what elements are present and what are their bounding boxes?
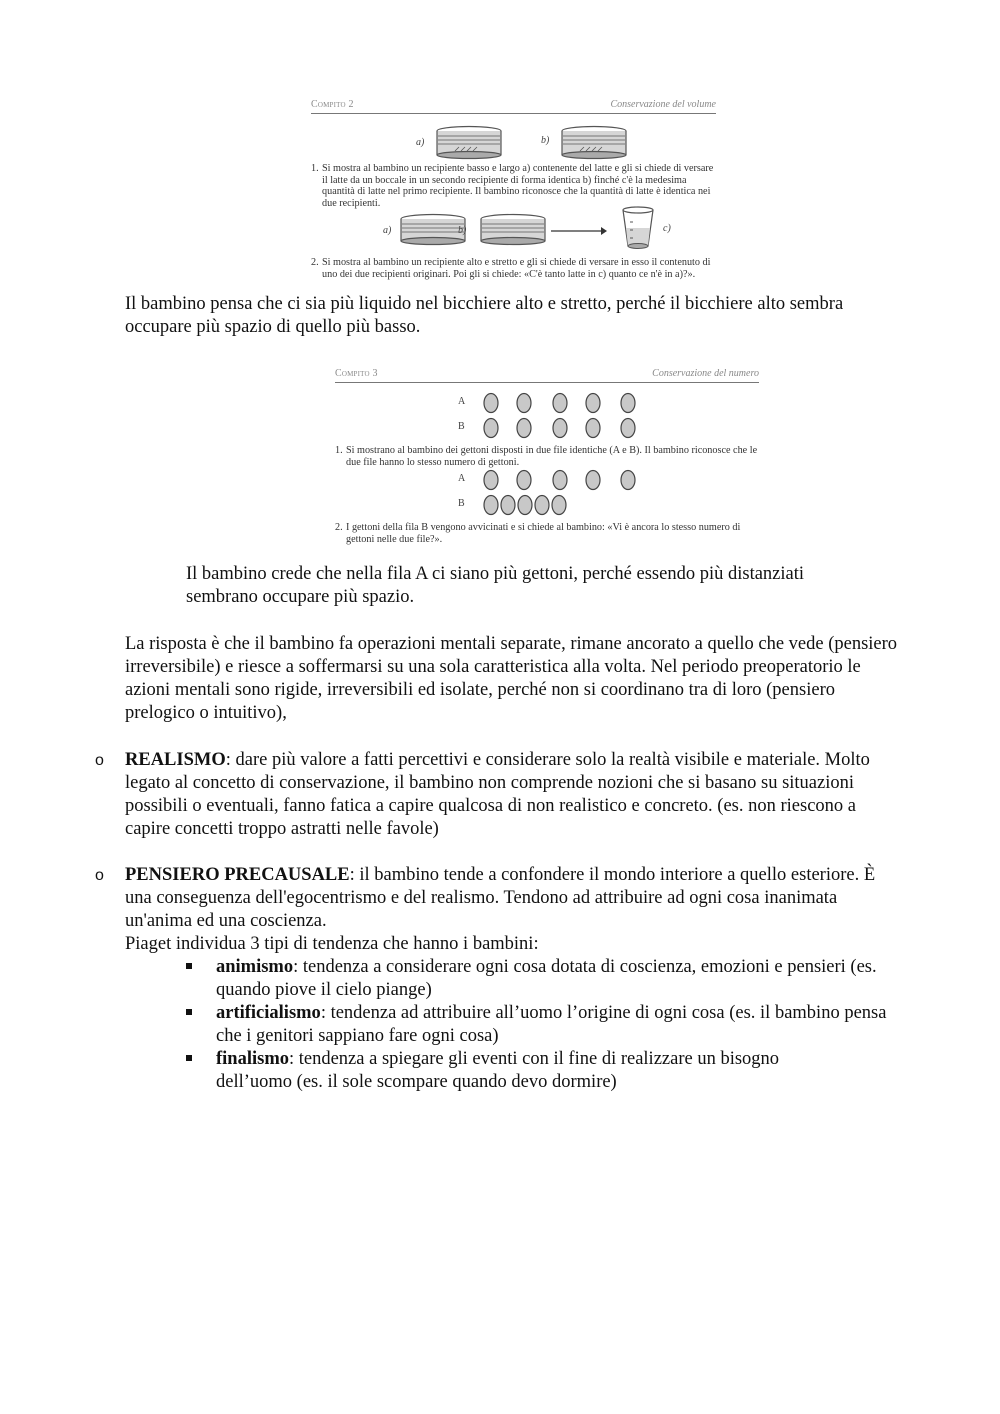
subitem-finalismo	[216, 1048, 836, 1094]
list-marker-o: o	[95, 752, 104, 769]
tokens-row-a	[483, 392, 643, 414]
row-label-a: A	[458, 396, 466, 407]
subitem-term: animismo	[216, 957, 294, 977]
realismo-text: : dare più valore a fatti percettivi e considerare solo la realtà visibile e materiale. Molto legato al concetto di conservazione, il bambino non comprende nozioni che si basano su situazioni possibili o eventuali, fanno fatica a capire qualcosa di non realistico e concreto. (es. non riescono a capire concetti troppo astratti nelle favole)	[125, 750, 870, 839]
paragraph-number-explanation: Il bambino crede che nella fila A ci siano più gettoni, perché essendo più distanziati sembrano occupare più spazio.	[186, 564, 805, 607]
container-a-illustration	[399, 213, 467, 245]
step-text: Si mostra al bambino un recipiente basso e largo a) contenente del latte e gli si chiede di versare il latte da un boccale in un secondo recipiente di forma identica b) finché c'è la medesima quantità di latte nel primo recipiente. Il bambino riconosce che la quantità di latte è identica nei due recipienti.	[322, 163, 714, 209]
step-number: 2.	[335, 522, 343, 533]
figure-step-1	[311, 163, 715, 209]
step-number: 1.	[335, 445, 343, 456]
container-b-illustration	[479, 213, 547, 245]
step-text: Si mostrano al bambino dei gettoni disposti in due file identiche (A e B). Il bambino riconosce che le due file hanno lo stesso numero di gettoni.	[346, 445, 758, 468]
subitem-term: artificialismo	[216, 1003, 321, 1023]
square-bullet-icon	[186, 963, 192, 969]
realismo-item	[125, 749, 900, 841]
figure-header-right: Conservazione del volume	[610, 99, 716, 110]
row-label-a: A	[458, 473, 466, 484]
paragraph-volume-explanation: Il bambino pensa che ci sia più liquido nel bicchiere alto e stretto, perché il bicchiere alto sembra occupare più spazio di quello più basso.	[125, 294, 844, 337]
figure-step-2	[335, 522, 759, 545]
subitem-text: : tendenza a considerare ogni cosa dotata di coscienza, emozioni e pensieri (es. quando piove il cielo piange)	[216, 957, 877, 1000]
figure-header	[335, 368, 759, 383]
figure-step-1	[335, 445, 759, 468]
label-a: a)	[383, 225, 392, 236]
figure-header	[311, 99, 716, 114]
figure-header-right: Conservazione del numero	[652, 368, 759, 379]
subitem-term: finalismo	[216, 1049, 289, 1069]
precausale-item	[125, 864, 895, 933]
subitem-artificialismo	[216, 1002, 906, 1048]
subitem-text: : tendenza ad attribuire all’uomo l’origine di ogni cosa (es. il bambino pensa che i genitori sappiano fare ogni cosa)	[216, 1003, 887, 1046]
label-c: c)	[663, 223, 671, 234]
row-label-b: B	[458, 498, 465, 509]
tokens-row-b	[483, 417, 643, 439]
figure-header-left: Compito 3	[335, 368, 378, 379]
subitem-text: : tendenza a spiegare gli eventi con il fine di realizzare un bisogno dell’uomo (es. il sole scompare quando devo dormire)	[216, 1049, 780, 1092]
row-label-b: B	[458, 421, 465, 432]
figure-header-left: Compito 2	[311, 99, 354, 110]
step-number: 2.	[311, 257, 319, 268]
figure-conservazione-volume	[311, 99, 716, 281]
tall-glass-c-illustration	[620, 206, 656, 250]
label-b: b)	[458, 225, 467, 236]
step-number: 1.	[311, 163, 319, 174]
container-b-illustration	[560, 125, 628, 159]
subitem-animismo	[216, 956, 906, 1002]
realismo-term: REALISMO	[125, 750, 226, 770]
square-bullet-icon	[186, 1055, 192, 1061]
container-a-illustration	[435, 125, 503, 159]
precausale-term: PENSIERO PRECAUSALE	[125, 865, 350, 885]
precausale-intro: Piaget individua 3 tipi di tendenza che hanno i bambini:	[125, 934, 539, 954]
tokens-row-a	[483, 469, 643, 491]
step-text: I gettoni della fila B vengono avvicinati e si chiede al bambino: «Vi è ancora lo stesso numero di gettoni nelle due file?».	[346, 522, 741, 545]
list-marker-o: o	[95, 867, 104, 884]
step-text: Si mostra al bambino un recipiente alto e stretto e gli si chiede di versare in esso il contenuto di uno dei due recipienti originari. Poi gli si chiede: «C'è tanto latte in c) quanto ce n'è in a)?».	[322, 257, 711, 280]
label-a: a)	[416, 137, 425, 148]
figure-step-2	[311, 257, 715, 280]
tokens-row-b-compressed	[483, 494, 573, 516]
paragraph-mental-operations: La risposta è che il bambino fa operazioni mentali separate, rimane ancorato a quello che vede (pensiero irreversibile) e riesce a soffermarsi su una sola caratteristica alla volta. Nel periodo preoperatorio le azioni mentali sono rigide, irreversibili ed isolate, perché non si coordinano tra di loro (pensiero prelogico o intuitivo),	[125, 634, 898, 723]
label-b: b)	[541, 135, 550, 146]
figure-conservazione-numero	[335, 368, 759, 549]
precausale-text: : il bambino tende a confondere il mondo interiore a quello esteriore. È una conseguenza dell'egocentrismo e del realismo. Tendono ad attribuire ad ogni cosa inanimata un'anima ed una coscienza.	[125, 865, 876, 931]
arrow-right-icon	[551, 226, 607, 236]
square-bullet-icon	[186, 1009, 192, 1015]
